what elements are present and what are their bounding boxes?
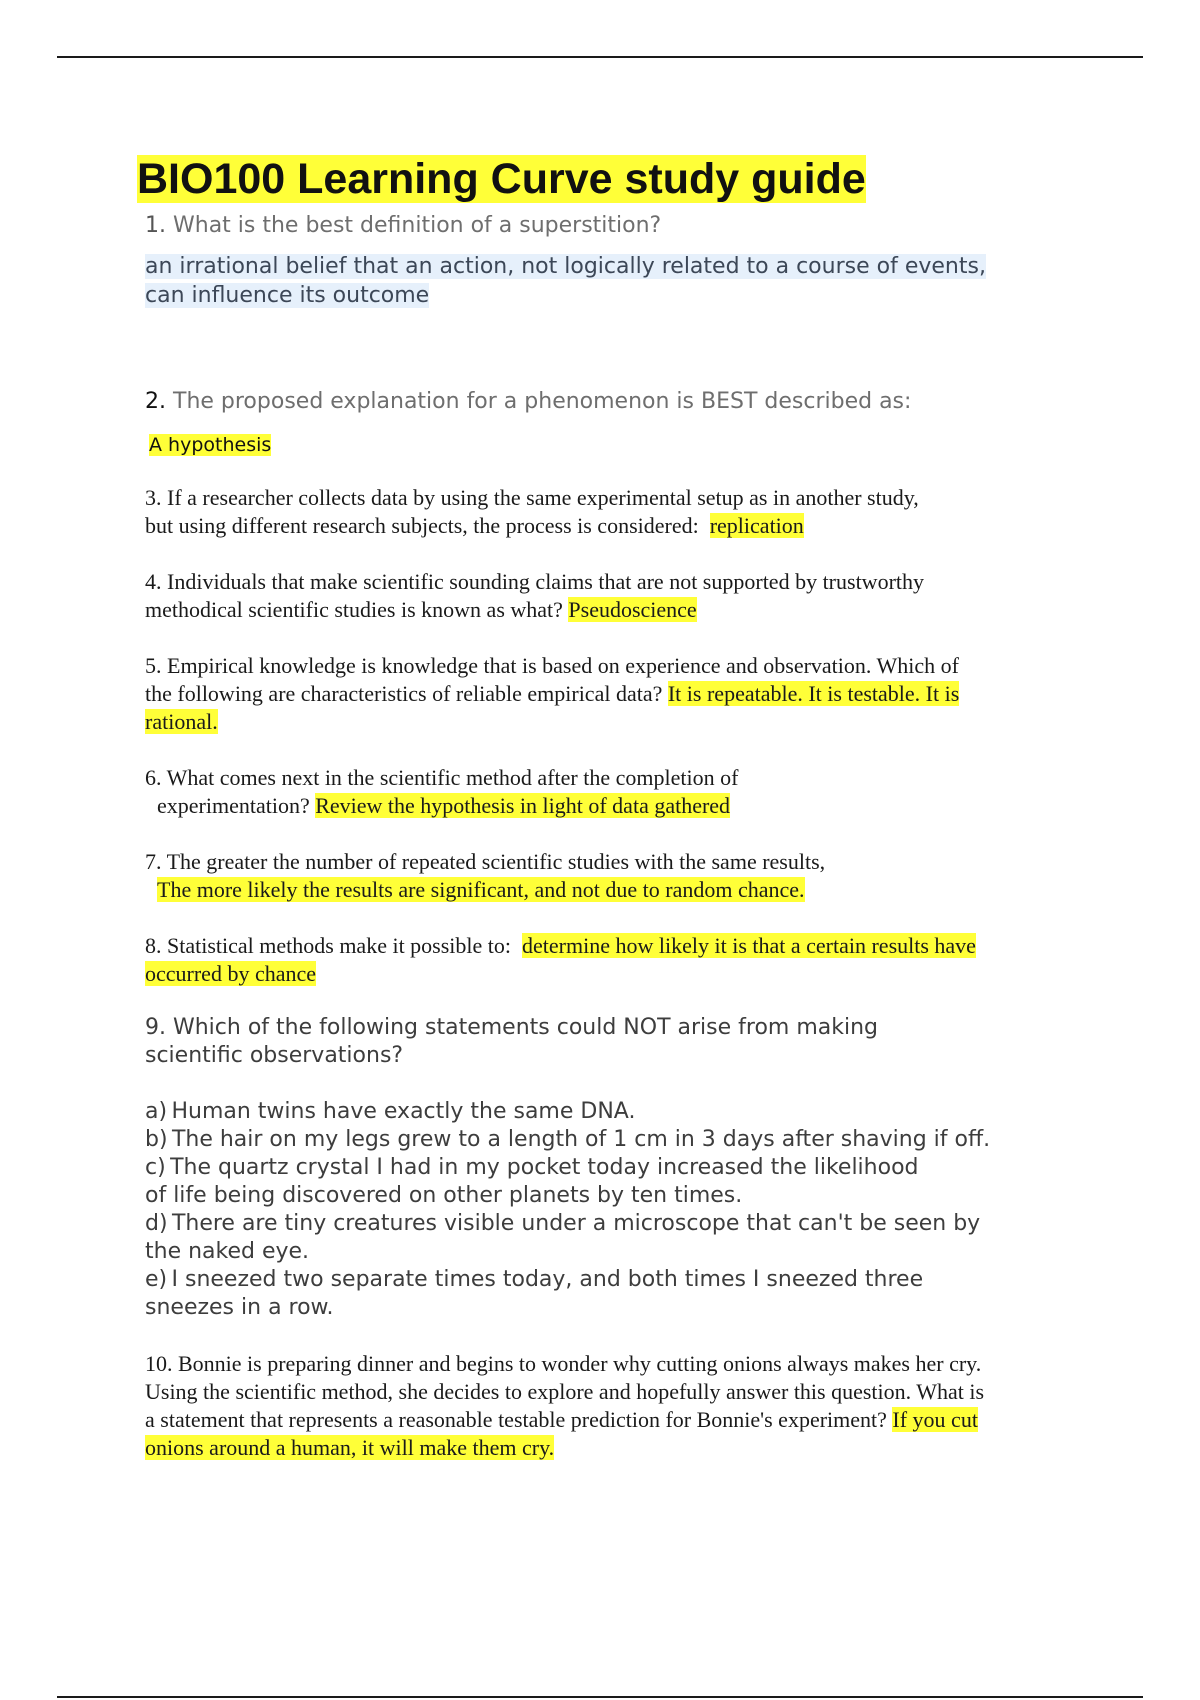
question-5-line-1: 5. Empirical knowledge is knowledge that is based on experience and observation. Which of (145, 653, 959, 678)
question-9-options (145, 1098, 1085, 1322)
answer-7: The more likely the results are significant, and not due to random chance. (157, 877, 805, 902)
question-3 (145, 484, 1085, 540)
option-a: a) Human twins have exactly the same DNA. (145, 1099, 636, 1124)
question-4-line-1: 4. Individuals that make scientific sounding claims that are not supported by trustworthy (145, 569, 925, 594)
question-5 (145, 652, 1085, 736)
question-10-line-1: 10. Bonnie is preparing dinner and begins to wonder why cutting onions always makes her cry. (145, 1351, 982, 1376)
answer-1 (145, 252, 1085, 310)
answer-5-part-1: It is repeatable. It is testable. It is (667, 681, 960, 706)
question-2 (145, 388, 1085, 416)
question-8 (145, 932, 1085, 988)
answer-10-part-1: If you cut (892, 1407, 978, 1432)
question-9-line-1: 9. Which of the following statements could NOT arise from making (145, 1015, 879, 1040)
question-5-line-2: the following are characteristics of reliable empirical data? (145, 681, 663, 706)
answer-2 (145, 432, 1085, 458)
question-9-line-2: scientific observations? (145, 1043, 404, 1068)
question-2-number: 2. (145, 389, 166, 414)
question-6 (145, 764, 1085, 820)
study-guide-body (137, 150, 1085, 1462)
question-1-text: What is the best definition of a superstition? (173, 213, 662, 238)
page-title-text: BIO100 Learning Curve study guide (137, 155, 866, 203)
question-7-line-1: 7. The greater the number of repeated scientific studies with the same results, (145, 849, 826, 874)
question-9 (145, 1014, 1085, 1070)
question-10 (145, 1350, 1085, 1462)
question-7 (145, 848, 1085, 904)
question-3-line-2: but using different research subjects, the process is considered: (145, 513, 699, 538)
question-1 (145, 212, 1085, 240)
option-c: c) The quartz crystal I had in my pocket today increased the likelihood (145, 1155, 919, 1180)
answer-1-line-1: an irrational belief that an action, not logically related to a course of events, (145, 254, 986, 279)
question-4-line-2: methodical scientific studies is known as what? (145, 597, 563, 622)
question-6-line-2: experimentation? (157, 793, 310, 818)
question-1-number: 1. (145, 213, 166, 238)
option-d: d) There are tiny creatures visible under a microscope that can't be seen by (145, 1211, 981, 1236)
answer-6: Review the hypothesis in light of data gathered (315, 793, 731, 818)
page-title (137, 150, 1085, 208)
answer-4: Pseudoscience (568, 597, 697, 622)
top-rule (57, 56, 1143, 58)
option-c-continued: of life being discovered on other planets by ten times. (145, 1183, 743, 1208)
option-e: e) I sneezed two separate times today, and both times I sneezed three (145, 1267, 924, 1292)
option-d-continued: the naked eye. (145, 1239, 310, 1264)
answer-5-part-2: rational. (145, 709, 218, 734)
answer-8-part-1: determine how likely it is that a certain results have (522, 933, 976, 958)
question-2-text: The proposed explanation for a phenomenon is BEST described as: (173, 389, 912, 414)
answer-10-part-2: onions around a human, it will make them cry. (145, 1435, 555, 1460)
answer-2-text: A hypothesis (149, 434, 272, 456)
question-10-line-2: Using the scientific method, she decides to explore and hopefully answer this question. What is (145, 1379, 985, 1404)
option-e-continued: sneezes in a row. (145, 1295, 334, 1320)
question-4 (145, 568, 1085, 624)
answer-8-part-2: occurred by chance (145, 961, 317, 986)
answer-3: replication (709, 513, 804, 538)
option-b: b) The hair on my legs grew to a length of 1 cm in 3 days after shaving if off. (145, 1127, 991, 1152)
question-3-line-1: 3. If a researcher collects data by using the same experimental setup as in another study, (145, 485, 919, 510)
question-6-line-1: 6. What comes next in the scientific method after the completion of (145, 765, 739, 790)
question-10-line-3: a statement that represents a reasonable testable prediction for Bonnie's experiment? (145, 1407, 887, 1432)
bottom-rule (57, 1696, 1143, 1698)
question-8-line-1: 8. Statistical methods make it possible to: (145, 933, 512, 958)
answer-1-line-2: can influence its outcome (145, 283, 430, 308)
